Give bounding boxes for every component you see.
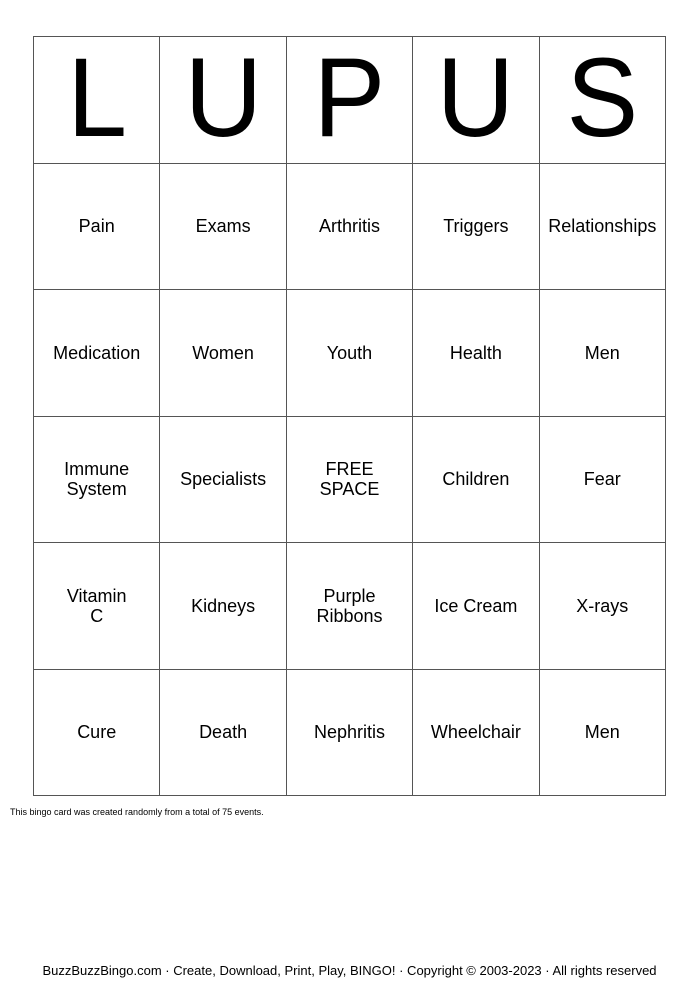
header-letter [34,37,160,164]
bingo-square [34,164,160,291]
header-letter-text: U [184,37,262,160]
header-letter [287,37,413,164]
square-text: Medication [53,342,141,363]
bingo-square [540,543,666,670]
square-text: Exams [195,216,251,237]
square-text: Women [192,342,254,363]
square-text: Immune System [64,459,130,500]
bingo-square [160,164,286,291]
square-text: Specialists [180,469,267,490]
bingo-square [287,290,413,417]
header-letter [540,37,666,164]
square-text: Nephritis [313,722,385,743]
bingo-card [33,36,666,796]
bingo-square [413,543,539,670]
bingo-square [34,543,160,670]
bingo-square [540,417,666,544]
header-letter-text: L [66,37,127,160]
square-text: Arthritis [318,216,380,237]
square-text: Relationships [548,216,657,237]
free-space-square [287,417,413,544]
bingo-square [160,290,286,417]
header-letter-text: S [566,37,639,160]
square-text: Children [442,469,510,490]
bingo-square [540,670,666,797]
bingo-square [413,290,539,417]
bingo-square [34,417,160,544]
bingo-square [287,164,413,291]
bingo-square [413,164,539,291]
square-text: X-rays [576,595,629,616]
bingo-square [160,417,286,544]
bingo-square [160,543,286,670]
header-letter-text: P [313,37,386,160]
site-footer: BuzzBuzzBingo.com · Create, Download, Print, Play, BINGO! · Copyright © 2003-2023 · All rights reserved [42,963,657,978]
header-letter [160,37,286,164]
bingo-square [540,290,666,417]
bingo-square [287,670,413,797]
card-info-note: This bingo card was created randomly from a total of 75 events. [10,807,264,817]
square-text: Wheelchair [430,722,521,743]
square-text: Death [199,722,248,743]
square-text: Purple Ribbons [316,585,383,626]
header-letter [413,37,539,164]
square-text: FREE SPACE [319,459,380,500]
square-text: Men [584,342,620,363]
bingo-square [287,543,413,670]
square-text: Ice Cream [434,595,518,616]
square-text: Triggers [443,216,509,237]
square-text: Vitamin C [66,585,127,626]
bingo-square [160,670,286,797]
bingo-square [413,417,539,544]
square-text: Men [584,722,620,743]
bingo-square [540,164,666,291]
header-letter-text: U [437,37,515,160]
square-text: Pain [78,216,115,237]
square-text: Cure [77,722,117,743]
bingo-square [413,670,539,797]
square-text: Fear [583,469,621,490]
bingo-square [34,290,160,417]
bingo-square [34,670,160,797]
square-text: Kidneys [191,595,256,616]
square-text: Youth [326,342,373,363]
square-text: Health [449,342,502,363]
